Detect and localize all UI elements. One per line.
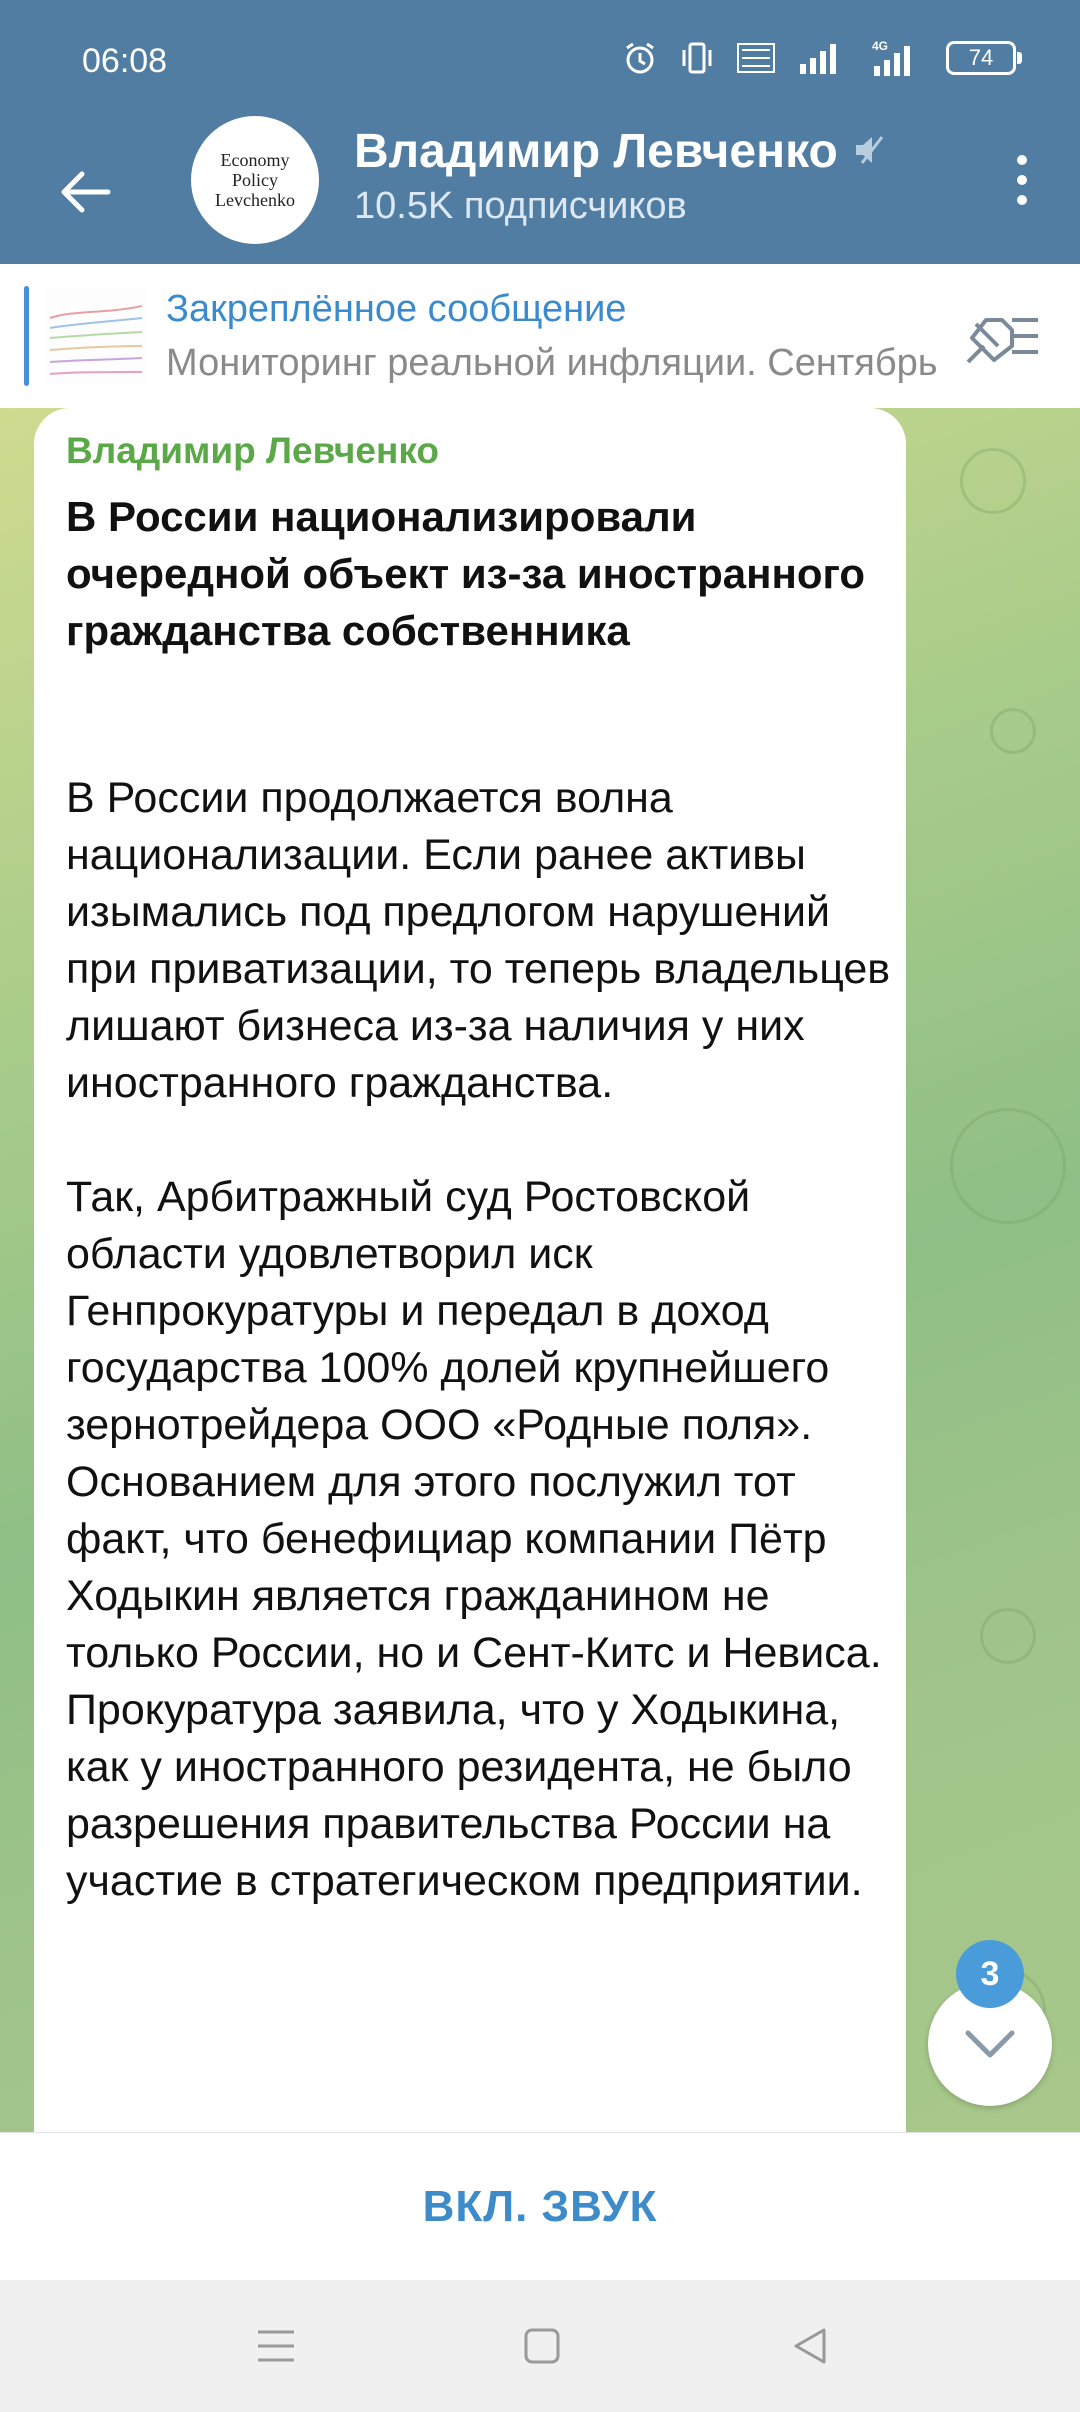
avatar-line: Levchenko <box>215 190 295 210</box>
unread-count-badge: 3 <box>956 1940 1024 2008</box>
system-navigation-bar <box>0 2280 1080 2412</box>
channel-info[interactable] <box>354 120 886 228</box>
chat-area[interactable] <box>0 408 1080 2132</box>
status-time: 06:08 <box>82 42 168 80</box>
dot-icon <box>1017 175 1027 185</box>
back-nav-button[interactable] <box>782 2318 838 2374</box>
signal-4g-icon <box>864 38 924 78</box>
message-body <box>66 770 896 1967</box>
message-paragraph: Так, Арбитражный суд Ростовской области удовлетворил иск Генпрокуратуры и передал в доход государства 100% долей крупнейшего зернотрейдера ООО «Родные поля». Основанием для этого послужил тот факт, что бенефициар компании Пётр Ходыкин является гражданином не только России, но и Сент-Китс и Невиса. Прокуратура заявила, что у Ходыкина, как у иностранного резидента, не было разрешения правительства России на участие в стратегическом предприятии. <box>66 1173 882 1905</box>
avatar-line: Economy <box>220 150 290 170</box>
pinned-preview: Мониторинг реальной инфляции. Сентябрь <box>166 342 938 384</box>
more-options-button[interactable] <box>994 140 1050 220</box>
pinned-thumbnail <box>44 288 148 384</box>
chevron-down-icon <box>962 2027 1018 2061</box>
pinned-message-bar[interactable] <box>0 264 1080 409</box>
menu-nav-button[interactable] <box>248 2318 304 2374</box>
signal-icon <box>798 40 842 76</box>
status-bar <box>0 0 1080 120</box>
subscriber-count: 10.5K подписчиков <box>354 185 687 227</box>
dot-icon <box>1017 155 1027 165</box>
message-title: В России национализировали очередной объект из-за иностранного гражданства собственника <box>66 493 866 654</box>
unmute-button[interactable]: ВКЛ. ЗВУК <box>422 2182 658 2231</box>
message-author[interactable]: Владимир Левченко <box>66 430 439 471</box>
channel-name-row <box>354 124 886 179</box>
home-nav-button[interactable] <box>514 2318 570 2374</box>
avatar-line: Policy <box>231 170 278 190</box>
alarm-icon <box>622 40 658 76</box>
vibrate-icon <box>680 40 714 76</box>
wallpaper-doodle <box>950 1108 1066 1224</box>
wallpaper-doodle <box>960 448 1026 514</box>
wallpaper-doodle <box>980 1608 1036 1664</box>
dot-icon <box>1017 195 1027 205</box>
message-bubble[interactable] <box>34 408 906 2132</box>
bottom-action-bar <box>0 2132 1080 2281</box>
muted-icon <box>852 124 886 179</box>
message-paragraph: В России продолжается волна национализации. Если ранее активы изымались под предлогом нарушений при приватизации, то теперь владельцев лишают бизнеса из-за наличия у них иностранного гражданства. <box>66 774 891 1107</box>
channel-avatar[interactable] <box>191 116 319 244</box>
volte-icon <box>736 40 776 76</box>
pinned-indicator <box>24 286 29 386</box>
channel-name: Владимир Левченко <box>354 125 838 178</box>
network-label: 4G <box>872 39 889 53</box>
wallpaper-doodle <box>990 708 1036 754</box>
pinned-title: Закреплённое сообщение <box>166 288 627 330</box>
status-icons <box>622 38 1016 78</box>
pinned-list-icon[interactable] <box>962 304 1042 368</box>
battery-indicator: 74 <box>946 41 1016 75</box>
back-button[interactable] <box>48 156 120 228</box>
